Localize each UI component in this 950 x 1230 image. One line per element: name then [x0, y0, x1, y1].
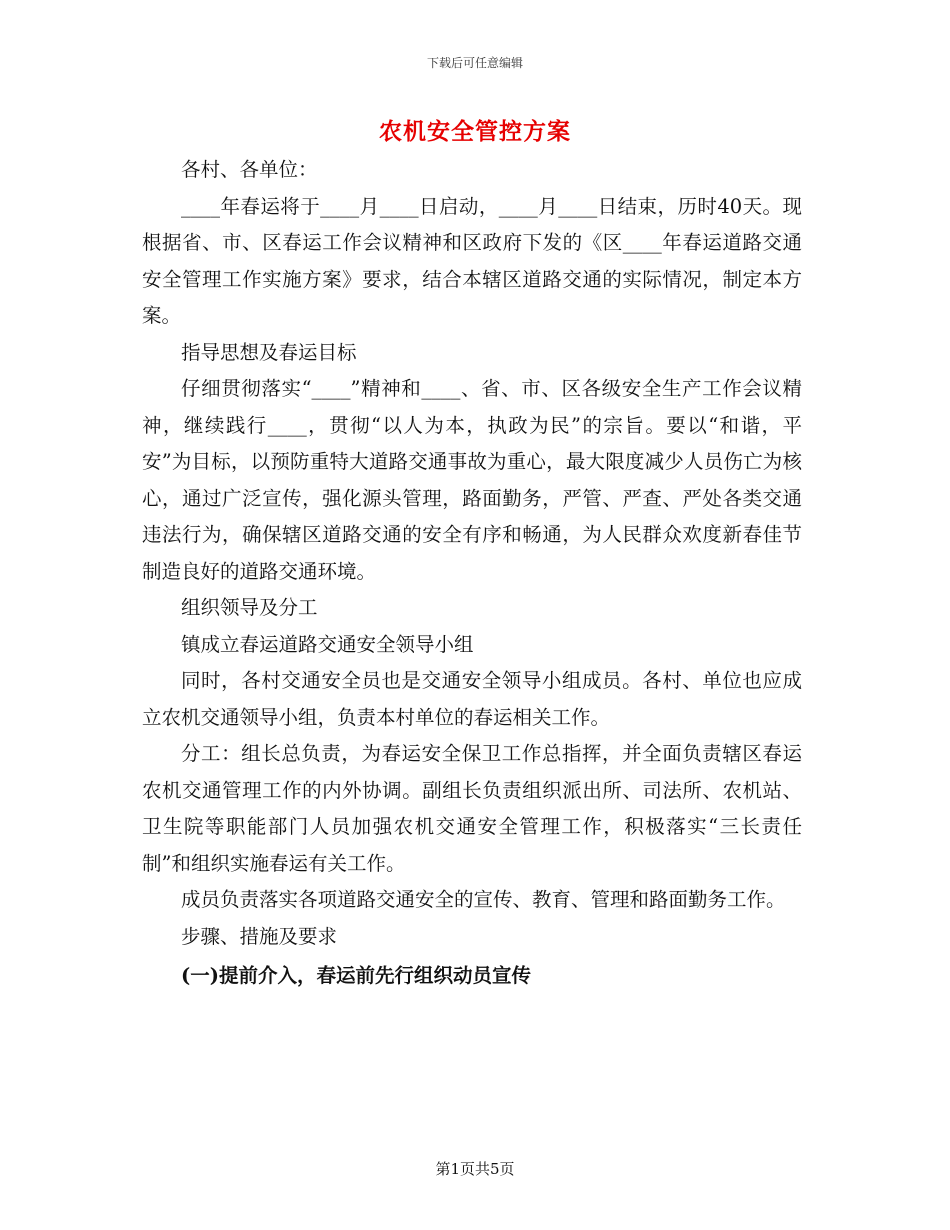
guiding-ideology-paragraph: 仔细贯彻落实“____”精神和____、省、市、区各级安全生产工作会议精神，继续践行____，贯彻“以人为本，执政为民”的宗旨。要以“和谐，平安”为目标，以预防重特大道路交通事故为重心，最大限度减少人员伤亡为核心，通过广泛宣传，强化源头管理，路面勤务，严管、严查、严处各类交通违法行为，确保辖区道路交通的安全有序和畅通，为人民群众欢度新春佳节制造良好的道路交通环境。 — [142, 377, 802, 583]
intro-paragraph: ____年春运将于____月____日启动，____月____日结束，历时40天。现根据省、市、区春运工作会议精神和区政府下发的《区____年春运道路交通安全管理工作实施方案》要求，结合本辖区道路交通的实际情况，制定本方案。 — [142, 194, 802, 327]
page-footer: 第1页共5页 — [435, 1160, 515, 1178]
division-of-labor-paragraph: 分工：组长总负责，为春运安全保卫工作总指挥，并全面负责辖区春运农机交通管理工作的内外协调。副组长负责组织派出所、司法所、农机站、卫生院等职能部门人员加强农机交通安全管理工作，积极落实“三长责任制”和组织实施春运有关工作。 — [142, 742, 802, 875]
section-heading-steps: 步骤、措施及要求 — [181, 924, 338, 948]
members-paragraph: 同时，各村交通安全员也是交通安全领导小组成员。各村、单位也应成立农机交通领导小组，负责本村单位的春运相关工作。 — [142, 669, 802, 729]
document-title: 农机安全管控方案 — [379, 118, 571, 145]
member-duties-paragraph: 成员负责落实各项道路交通安全的宣传、教育、管理和路面勤务工作。 — [181, 888, 786, 911]
section-heading-guiding-ideology: 指导思想及春运目标 — [181, 340, 357, 364]
document-body — [142, 152, 802, 995]
section-heading-organization: 组织领导及分工 — [181, 596, 318, 619]
salutation: 各村、各单位： — [181, 158, 318, 181]
subsection-heading-1: (一)提前介入，春运前先行组织动员宣传 — [181, 964, 531, 987]
leadership-group-paragraph: 镇成立春运道路交通安全领导小组 — [181, 632, 474, 656]
header-note: 下载后可任意编辑 — [426, 56, 523, 70]
